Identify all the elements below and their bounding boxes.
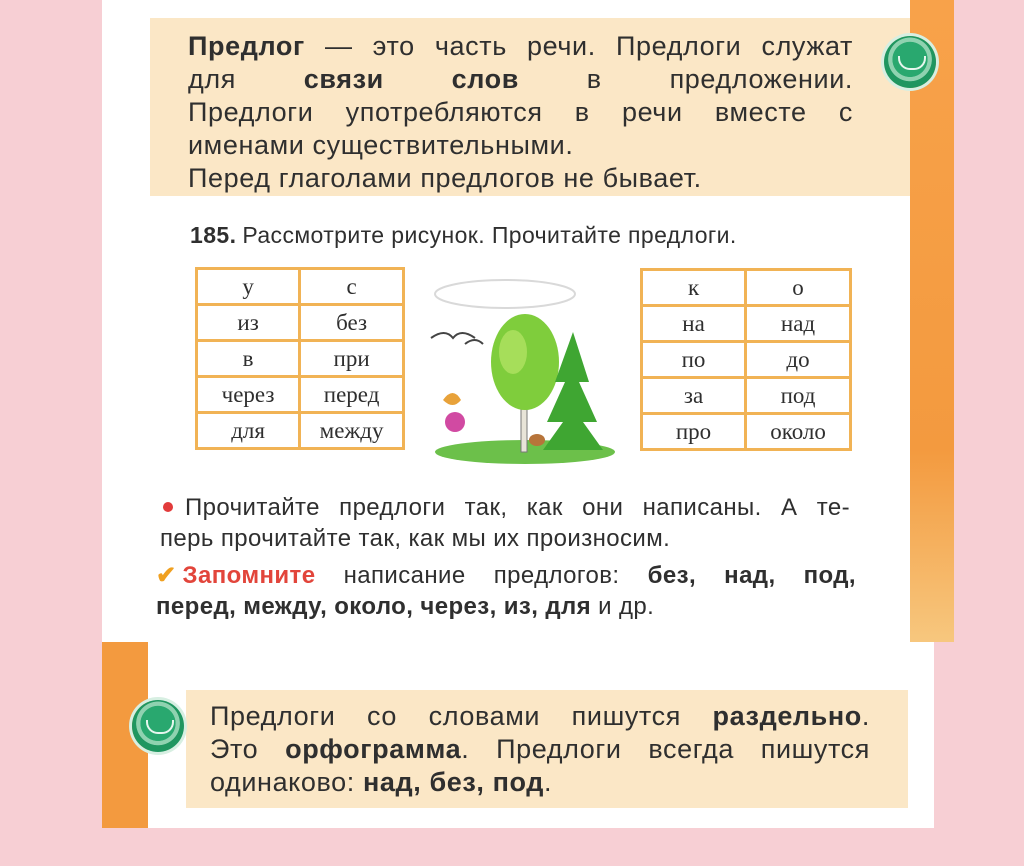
exercise-number: 185. [190,222,237,248]
hedgehog-shape [529,434,545,446]
prepositions-table-right [640,268,852,451]
checkmark-icon: ✔ [156,562,177,589]
table-cell: к [642,270,746,306]
forest-illustration [425,272,625,472]
owl-badge-icon [132,700,184,752]
table-cell: с [300,269,404,305]
page-edge-strip [910,0,954,642]
table-cell: между [300,413,404,449]
table-cell: около [746,414,851,450]
table-cell: у [197,269,300,305]
table-row [642,342,851,378]
butterfly-icon [443,393,461,405]
table-row [642,414,851,450]
table-cell: без [300,305,404,341]
exercise-heading [190,222,737,249]
table-cell: за [642,378,746,414]
table-row [197,305,404,341]
table-cell: до [746,342,851,378]
remember-label: Запомните [182,562,316,589]
remember-block: ✔ Запомните написание предлогов: без, над, под, перед, между, около, через, из, для и др. [156,562,856,620]
table-cell: в [197,341,300,377]
table-cell: про [642,414,746,450]
birds-icon [431,333,475,338]
table-cell: над [746,306,851,342]
table-row [197,269,404,305]
cloud-shape [435,280,575,308]
reading-note: Прочитайте предлоги так, как они написаны. А те- перь прочитайте так, как мы их произносим. [160,494,850,552]
table-row [197,413,404,449]
table-cell: перед [300,377,404,413]
owl-badge-icon [884,36,936,88]
exercise-text: Рассмотрите рисунок. Прочитайте предлоги. [242,222,737,248]
table-cell: по [642,342,746,378]
table-row [197,341,404,377]
table-cell: на [642,306,746,342]
bullet-icon [163,502,173,512]
table-cell: при [300,341,404,377]
prepositions-table-left [195,267,405,450]
table-cell: о [746,270,851,306]
table-cell: из [197,305,300,341]
table-row [642,378,851,414]
flower-shape [445,412,465,432]
table-row [642,270,851,306]
table-row [197,377,404,413]
rule2-text: Предлоги со словами пишутся раздельно. Это орфограмма. Предлоги всегда пишутся одинаково: над, без, под. [210,701,870,797]
table-row [642,306,851,342]
table-cell: для [197,413,300,449]
table-cell: через [197,377,300,413]
rule-text: Предлог — это часть речи. Предлоги служат для связи слов в предложении. Предлоги употребляются в речи вместе с именами существительными. Перед глаголами предлогов не бывает. [188,31,854,193]
table-cell: под [746,378,851,414]
rule-term: Предлог [188,31,305,61]
